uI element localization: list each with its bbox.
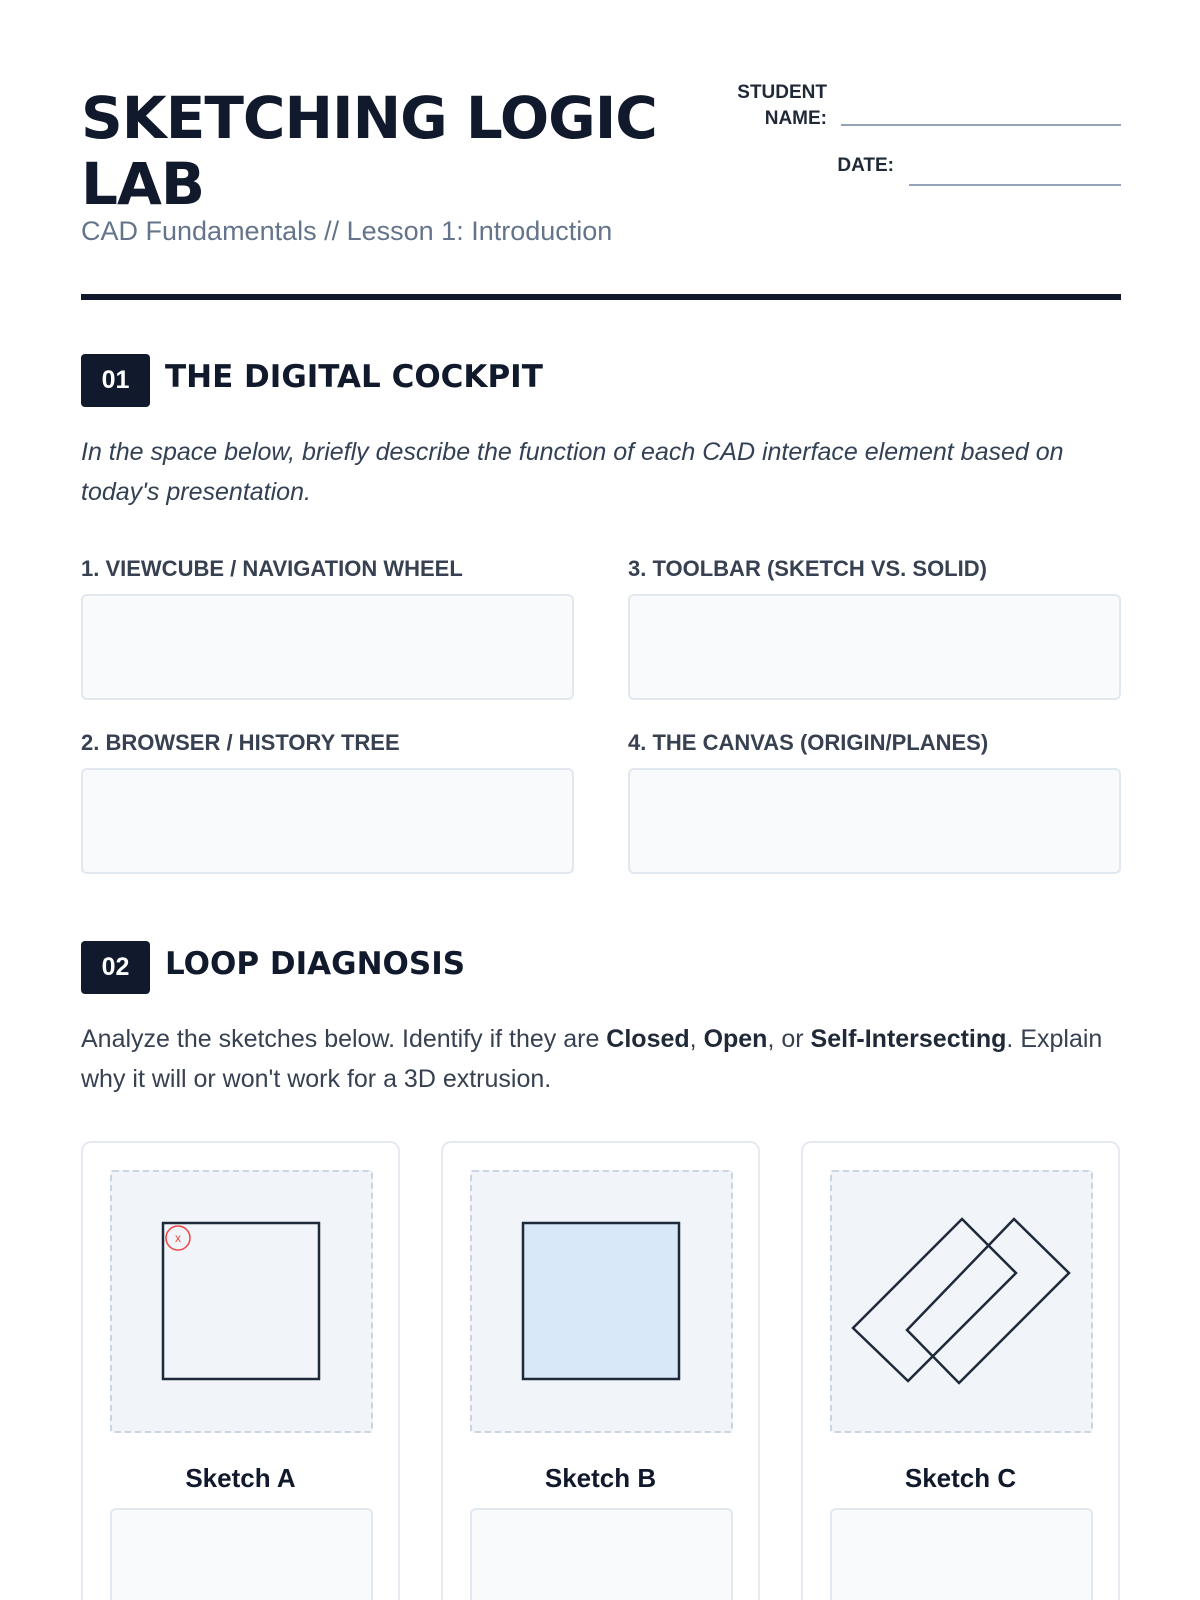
page-title: SKETCHING LOGIC LAB: [81, 84, 657, 218]
date-field[interactable]: [909, 184, 1121, 186]
section-title: THE DIGITAL COCKPIT: [165, 359, 543, 395]
sketch-b-canvas: [470, 1170, 733, 1433]
answer-box-sketch-c[interactable]: [830, 1508, 1093, 1600]
section-instructions: Analyze the sketches below. Identify if they are Closed, Open, or Self-Intersecting. Explain why it will or won't work for a 3D extrusion.: [81, 1025, 1103, 1093]
section-number-badge: 02: [81, 941, 150, 994]
field-label-browser: 2. BROWSER / HISTORY TREE: [81, 730, 400, 755]
answer-box-toolbar[interactable]: [628, 594, 1121, 700]
sketch-c-canvas: [830, 1170, 1093, 1433]
closed-loop-sketch: [472, 1172, 731, 1431]
sketch-label: Sketch C: [904, 1463, 1017, 1493]
student-name-label: STUDENT NAME:: [737, 82, 827, 129]
field-label-viewcube: 1. VIEWCUBE / NAVIGATION WHEEL: [81, 556, 463, 581]
page-subtitle: CAD Fundamentals // Lesson 1: Introduction: [81, 216, 613, 246]
sketch-label: Sketch B: [544, 1463, 657, 1493]
field-label-canvas: 4. THE CANVAS (ORIGIN/PLANES): [628, 730, 989, 755]
sketch-card-c: [801, 1141, 1120, 1600]
section-instructions: In the space below, briefly describe the function of each CAD interface element based on today's presentation.: [81, 438, 1064, 506]
answer-box-viewcube[interactable]: [81, 594, 574, 700]
answer-box-sketch-a[interactable]: [110, 1508, 373, 1600]
field-label-toolbar: 3. TOOLBAR (SKETCH VS. SOLID): [628, 556, 987, 581]
student-name-field[interactable]: [841, 124, 1121, 126]
header-divider: [81, 294, 1121, 300]
answer-box-canvas[interactable]: [628, 768, 1121, 874]
section-number-badge: 01: [81, 354, 150, 407]
open-loop-sketch: [112, 1172, 371, 1431]
sketch-a-canvas: [110, 1170, 373, 1433]
section-title: LOOP DIAGNOSIS: [165, 946, 466, 982]
sketch-label: Sketch A: [185, 1463, 296, 1493]
sketch-card-a: [81, 1141, 400, 1600]
answer-box-sketch-b[interactable]: [470, 1508, 733, 1600]
worksheet-header: [81, 80, 1121, 300]
self-intersecting-sketch: [832, 1172, 1091, 1431]
sketch-card-b: [441, 1141, 760, 1600]
date-label: DATE:: [837, 155, 894, 176]
answer-box-browser[interactable]: [81, 768, 574, 874]
gap-marker-text: x: [175, 1231, 181, 1245]
